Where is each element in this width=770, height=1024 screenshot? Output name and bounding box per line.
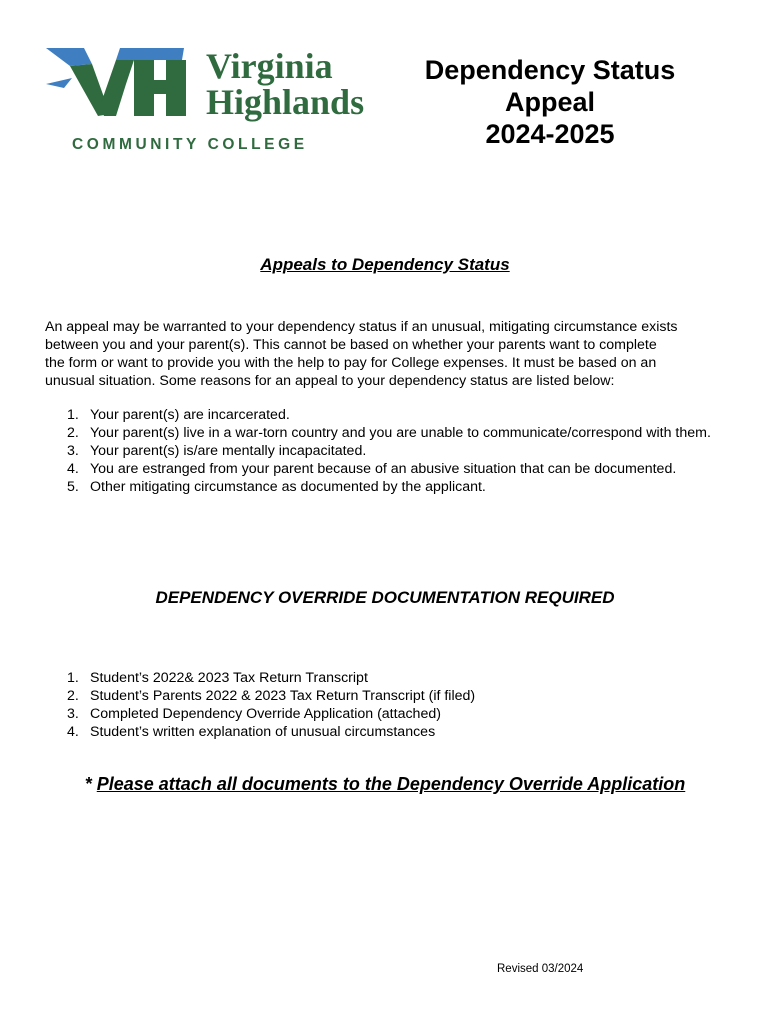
logo-name-line1: Virginia	[206, 46, 333, 86]
reason-text: Other mitigating circumstance as documented by the applicant.	[90, 479, 486, 495]
logo-name-line2: Highlands	[206, 82, 365, 122]
document-item	[45, 669, 735, 687]
appeals-heading: Appeals to Dependency Status	[260, 255, 510, 274]
attach-note-asterisk: *	[84, 774, 97, 794]
reason-text: Your parent(s) are incarcerated.	[90, 407, 290, 423]
college-logo	[44, 44, 379, 156]
reason-text: You are estranged from your parent because of an abusive situation that can be documented.	[90, 461, 677, 477]
title-line-3: 2024-2025	[485, 119, 615, 149]
vh-monogram	[46, 48, 186, 116]
list-number: 2.	[67, 425, 79, 441]
list-number: 3.	[67, 706, 79, 722]
list-number: 1.	[67, 407, 79, 423]
document-title	[400, 54, 700, 150]
list-number: 1.	[67, 670, 79, 686]
logo-tagline: COMMUNITY COLLEGE	[72, 136, 308, 153]
title-line-2: Appeal	[504, 87, 596, 117]
revision-date: Revised 03/2024	[497, 963, 584, 975]
title-line-1: Dependency Status	[424, 55, 676, 85]
list-number: 3.	[67, 443, 79, 459]
attach-note	[0, 774, 770, 795]
intro-line: An appeal may be warranted to your dependency status if an unusual, mitigating circumstance exists	[45, 319, 678, 335]
intro-line: unusual situation. Some reasons for an appeal to your dependency status are listed below:	[45, 373, 615, 389]
reasons-list	[45, 406, 735, 496]
document-item	[45, 687, 735, 705]
document-item	[45, 705, 735, 723]
reason-item	[45, 406, 735, 424]
reason-item	[45, 424, 735, 442]
documents-list	[45, 669, 735, 741]
list-number: 4.	[67, 461, 79, 477]
reason-item	[45, 460, 735, 478]
document-text: Student’s written explanation of unusual circumstances	[90, 724, 436, 740]
list-number: 5.	[67, 479, 79, 495]
intro-paragraph	[45, 318, 735, 390]
list-number: 2.	[67, 688, 79, 704]
attach-note-text: Please attach all documents to the Dependency Override Application	[96, 774, 686, 794]
documentation-heading: DEPENDENCY OVERRIDE DOCUMENTATION REQUIRED	[155, 588, 615, 607]
reason-text: Your parent(s) is/are mentally incapacitated.	[90, 443, 367, 459]
document-text: Student’s 2022& 2023 Tax Return Transcript	[90, 670, 368, 686]
reason-item	[45, 442, 735, 460]
document-text: Student’s Parents 2022 & 2023 Tax Return Transcript (if filed)	[90, 688, 476, 704]
reason-item	[45, 478, 735, 496]
intro-line: between you and your parent(s). This cannot be based on whether your parents want to complete	[45, 337, 657, 353]
reason-text: Your parent(s) live in a war-torn country and you are unable to communicate/correspond with them.	[90, 425, 711, 441]
document-text: Completed Dependency Override Application (attached)	[90, 706, 441, 722]
document-item	[45, 723, 735, 741]
intro-line: the form or want to provide you with the help to pay for College expenses. It must be based on an	[45, 355, 657, 371]
list-number: 4.	[67, 724, 79, 740]
